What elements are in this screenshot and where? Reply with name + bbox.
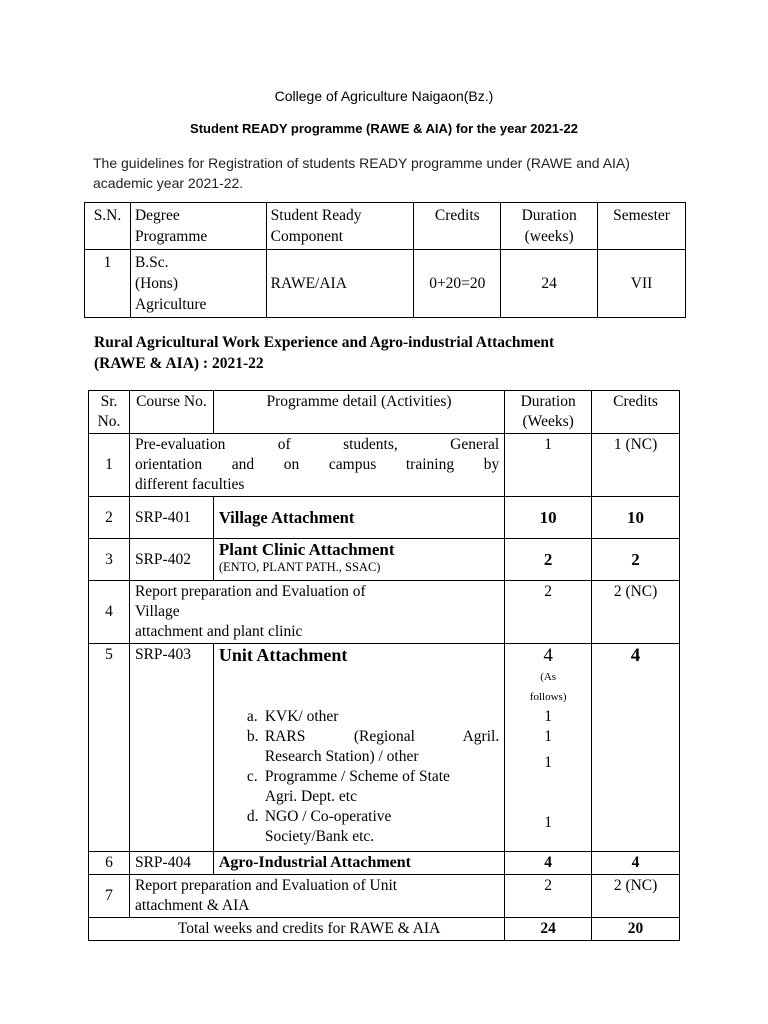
row5-duration-note1: (As — [540, 671, 557, 683]
header-sr: Sr. No. — [89, 391, 130, 434]
row1-line3: different faculties — [134, 476, 245, 493]
table-row — [89, 539, 680, 581]
table-row — [89, 581, 680, 644]
header-duration: Duration (Weeks) — [505, 391, 592, 434]
row5-credits-total: 4 — [630, 645, 641, 666]
row4-credits: 2 (NC) — [592, 581, 680, 644]
row7-line2: attachment & AIA — [134, 897, 250, 914]
row3-activity-sub: (ENTO, PLANT PATH., SSAC) — [218, 560, 381, 574]
table-row — [89, 497, 680, 539]
row2-course: SRP-401 — [129, 497, 213, 539]
row2-duration: 10 — [505, 497, 592, 539]
list-item: b. RARS (Regional Agril. Research Station) / other — [246, 728, 500, 765]
row4-activity — [129, 581, 504, 644]
row6-activity: Agro-Industrial Attachment — [213, 852, 504, 875]
row2-activity: Village Attachment — [213, 497, 504, 539]
row3-activity — [213, 539, 504, 581]
section-heading-line1: Rural Agricultural Work Experience and Agro-industrial Attachment — [94, 334, 555, 351]
header-semester: Semester — [598, 203, 686, 250]
document-subtitle: Student READY programme (RAWE & AIA) for the year 2021-22 — [190, 121, 578, 136]
header-degree: Degree Programme — [130, 203, 266, 250]
row5-credits — [592, 644, 680, 852]
row4-line2: Village — [134, 603, 180, 620]
list-item: c. Programme / Scheme of State Agri. Dept. etc — [246, 768, 450, 805]
cell-sn: 1 — [85, 250, 131, 318]
row1-credits: 1 (NC) — [592, 434, 680, 497]
header-duration: Duration (weeks) — [501, 203, 598, 250]
row5-course: SRP-403 — [129, 644, 213, 852]
header-course: Course No. — [129, 391, 213, 434]
row5-activity-title: Unit Attachment — [218, 645, 348, 665]
guidelines-text-line2: academic year 2021-22. — [93, 175, 244, 191]
row3-duration: 2 — [505, 539, 592, 581]
unit-d-duration: 1 — [544, 814, 553, 831]
unit-b-duration: 1 — [544, 728, 553, 745]
table-header-row — [85, 203, 686, 250]
row7-credits: 2 (NC) — [592, 875, 680, 918]
row4-duration: 2 — [505, 581, 592, 644]
row1-sr: 1 — [89, 434, 130, 497]
row5-duration-note2: follows) — [529, 691, 567, 703]
total-label: Total weeks and credits for RAWE & AIA — [89, 918, 505, 941]
table-row — [89, 875, 680, 918]
row1-line1: Pre-evaluation of students, General — [134, 436, 500, 453]
table-row — [89, 434, 680, 497]
row6-course: SRP-404 — [129, 852, 213, 875]
cell-credits: 0+20=20 — [414, 250, 501, 318]
programme-summary-table — [84, 202, 686, 318]
table-row — [89, 644, 680, 852]
table-row — [85, 250, 686, 318]
row7-duration: 2 — [505, 875, 592, 918]
unit-list — [219, 707, 499, 847]
table-row — [89, 852, 680, 875]
row6-credits: 4 — [592, 852, 680, 875]
cell-semester: VII — [598, 250, 686, 318]
row3-course: SRP-402 — [129, 539, 213, 581]
cell-duration: 24 — [501, 250, 598, 318]
cell-degree: B.Sc. (Hons) Agriculture — [130, 250, 266, 318]
row4-sr: 4 — [89, 581, 130, 644]
total-duration: 24 — [505, 918, 592, 941]
table-header-row — [89, 391, 680, 434]
row2-sr: 2 — [89, 497, 130, 539]
row7-activity — [129, 875, 504, 918]
guidelines-text-line1: The guidelines for Registration of students READY programme under (RAWE and AIA) — [93, 155, 630, 171]
header-sn: S.N. — [85, 203, 131, 250]
unit-c-duration: 1 — [544, 754, 553, 771]
row7-sr: 7 — [89, 875, 130, 918]
total-credits: 20 — [592, 918, 680, 941]
row1-activity — [129, 434, 504, 497]
row5-sr: 5 — [89, 644, 130, 852]
row5-activity — [213, 644, 504, 852]
row1-duration: 1 — [505, 434, 592, 497]
row6-duration: 4 — [505, 852, 592, 875]
row6-sr: 6 — [89, 852, 130, 875]
row7-line1: Report preparation and Evaluation of Unit — [134, 877, 398, 894]
row5-duration — [505, 644, 592, 852]
list-item: a. KVK/ other — [246, 708, 339, 725]
table-total-row — [89, 918, 680, 941]
row4-line3: attachment and plant clinic — [134, 623, 303, 640]
row3-activity-title: Plant Clinic Attachment — [218, 540, 395, 559]
row3-credits: 2 — [592, 539, 680, 581]
cell-component: RAWE/AIA — [266, 250, 414, 318]
row3-sr: 3 — [89, 539, 130, 581]
header-credits: Credits — [414, 203, 501, 250]
row5-duration-total: 4 — [543, 645, 553, 666]
unit-a-duration: 1 — [544, 708, 553, 725]
row1-line2: orientation and on campus training by — [134, 456, 500, 473]
section-heading-line2: (RAWE & AIA) : 2021-22 — [94, 355, 264, 372]
header-component: Student Ready Component — [266, 203, 414, 250]
college-name: College of Agriculture Naigaon(Bz.) — [274, 88, 494, 104]
row2-credits: 10 — [592, 497, 680, 539]
row4-line1: Report preparation and Evaluation of — [134, 583, 366, 600]
header-programme: Programme detail (Activities) — [213, 391, 504, 434]
rawe-aia-table — [88, 390, 680, 941]
header-credits: Credits — [592, 391, 680, 434]
list-item: d. NGO / Co-operative Society/Bank etc. — [246, 808, 392, 845]
